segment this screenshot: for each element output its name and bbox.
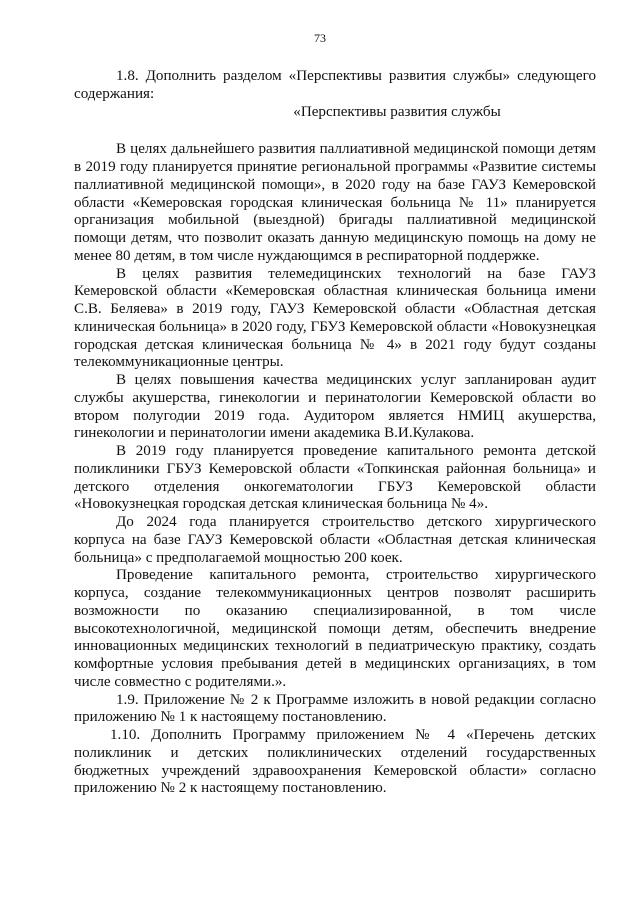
paragraph-1-8: 1.8. Дополнить разделом «Перспективы развития службы» следующего содержания: — [74, 68, 596, 102]
paragraph-telemedicine: В целях развития телемедицинских технологий на базе ГАУЗ Кемеровской области «Кемеровская областная клиническая больница имени С.В. Беляева» в 2019 году, ГАУЗ Кемеровской области «Областная детская клиническая больница» в 2020 году, ГБУЗ Кемеровской области «Новокузнецкая городская детская клиническая больница № 4» в 2021 году будут созданы телекоммуникационные центры. — [74, 265, 596, 371]
paragraph-audit: В целях повышения качества медицинских услуг запланирован аудит службы акушерства, гинекологии и перинатологии Кемеровской области во втором полугодии 2019 года. Аудитором является НМИЦ акушерства, гинекологии и перинатологии имени академика В.И.Кулакова. — [74, 372, 596, 442]
document-body — [74, 68, 596, 798]
paragraph-palliative-care: В целях дальнейшего развития паллиативной медицинской помощи детям в 2019 году планируется принятие региональной программы «Развитие системы паллиативной медицинской помощи», в 2020 году на базе ГАУЗ Кемеровской области «Кемеровская городская клиническая больница № 11» планируется организация мобильной (выездной) бригады паллиативной медицинской помощи детям, что позволит оказать данную медицинскую помощь на дому не менее 80 детям, в том числе нуждающимся в респираторной поддержке. — [74, 141, 596, 264]
page-number: 73 — [314, 31, 326, 45]
section-heading: «Перспективы развития службы — [293, 103, 501, 120]
paragraph-repair: В 2019 году планируется проведение капитального ремонта детской поликлиники ГБУЗ Кемеровской области «Топкинская районная больница» и детского отделения онкогематологии ГБУЗ Кемеровской области «Новокузнецкая городская детская клиническая больница № 4». — [74, 443, 596, 513]
paragraph-1-9: 1.9. Приложение № 2 к Программе изложить в новой редакции согласно приложению № 1 к настоящему постановлению. — [74, 691, 596, 726]
paragraph-construction: До 2024 года планируется строительство детского хирургического корпуса на базе ГАУЗ Кемеровской области «Областная детская клиническая больница» с предполагаемой мощностью 200 коек. — [74, 514, 596, 566]
paragraph-1-10: 1.10. Дополнить Программу приложением № 4 «Перечень детских поликлиник и детских поликлинических отделений государственных бюджетных учреждений здравоохранения Кемеровской области» согласно приложению № 2 к настоящему постановлению. — [74, 727, 596, 797]
paragraph-outcomes: Проведение капитального ремонта, строительство хирургического корпуса, создание телекоммуникационных центров позволят расширить возможности по оказанию специализированной, в том числе высокотехнологичной, медицинской помощи детям, обеспечить внедрение инновационных медицинских технологий в педиатрическую практику, создать комфортные условия пребывания детей в медицинских организациях, в том числе совместно с родителями.». — [74, 567, 596, 690]
